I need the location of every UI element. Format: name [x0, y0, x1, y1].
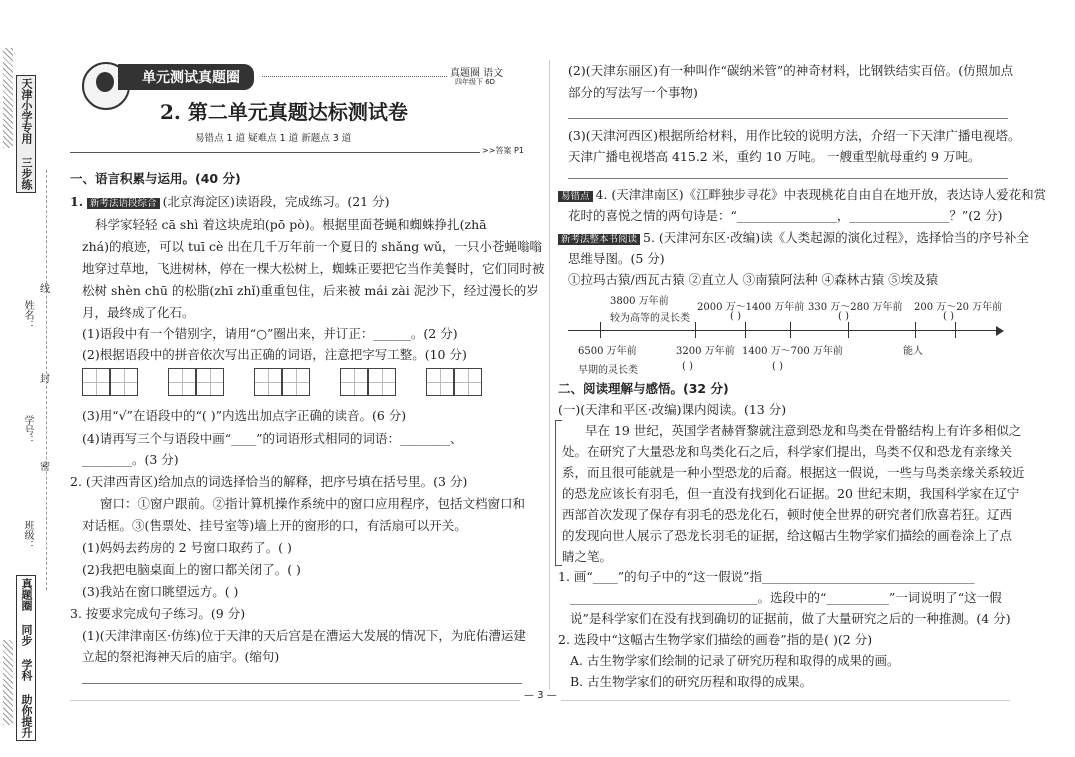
q1-sub-4b: ________。(3 分)	[82, 452, 179, 467]
header-subject: 真题圈 语文	[450, 68, 504, 79]
side-class-label: 班级：	[22, 520, 33, 550]
passage-line-7: 睛之笔。	[562, 549, 613, 564]
side-id-label: 学号：	[22, 415, 33, 445]
rq2-heading: 2. 选段中“这幅古生物学家们描绘的画卷”指的是( )(2 分)	[558, 632, 873, 647]
q1-passage-4: 松树 shèn chū 的松脂(zhī zhǐ)重重包住，后来被 mái zài 泥沙下，经过漫长的岁	[82, 283, 539, 298]
tl-paren-4[interactable]: ( )	[682, 361, 693, 372]
tl-label-homo-habilis: 能人	[903, 346, 923, 357]
answer-line[interactable]	[568, 178, 1008, 179]
q2-sub-1: (1)妈妈去药房的 2 号窗口取药了。( )	[82, 540, 292, 555]
q2-sub-3: (3)我站在窗口眺望远方。( )	[82, 584, 239, 599]
passage-bracket	[555, 420, 562, 566]
rq1-line-3: 说”是科学家们在没有找到确切的证据前，做了大量研究之后的一种推测。(4 分)	[570, 611, 1011, 626]
rq2-option-a[interactable]: A. 古生物学家们绘制的记录了研究历程和取得的成果的画。	[570, 653, 900, 668]
rq1-line-1: 1. 画“____”的句子中的“这一假说”指__________________________________	[558, 569, 975, 584]
tl-tick	[600, 322, 601, 338]
q5-text: 5. (天津河东区·改编)读《人类起源的演化过程》，选择恰当的序号补全	[643, 230, 1029, 245]
grid-box[interactable]	[454, 368, 482, 396]
tl-label-early-primates: 早期的灵长类	[578, 365, 638, 376]
q1-tag: 新考法语段综合	[87, 198, 160, 209]
q3-sub-1b: 立起的祭祀海神天后的庙宇。(缩句)	[82, 649, 280, 664]
tl-paren-5[interactable]: ( )	[772, 361, 783, 372]
q1-sub-2: (2)根据语段中的拼音依次写出正确的词语，注意把字写工整。(10 分)	[82, 347, 467, 362]
q3-sub-2a: (2)(天津东丽区)有一种叫作“碳纳米管”的神奇材料，比钢铁结实百倍。(仿照加点	[568, 63, 1014, 78]
section-2-title: 二、阅读理解与感悟。(32 分)	[558, 381, 729, 396]
q1-heading: 1. 新考法语段综合 (北京海淀区)读语段，完成练习。(21 分)	[70, 194, 390, 209]
grid-box[interactable]	[196, 368, 224, 396]
q5-line-2: 思维导图。(5 分)	[568, 251, 665, 266]
q4-line-2: 花时的喜悦之情的两句诗是：“________________，________________？”(2 分)	[568, 208, 1003, 223]
side-hatch-top	[3, 48, 13, 148]
q3-sub-3a: (3)(天津河西区)根据所给材料，用作比较的说明方法，介绍一下天津广播电视塔。	[568, 128, 1021, 143]
grid-box[interactable]	[82, 368, 110, 396]
header-dotted-rule	[262, 76, 447, 77]
grid-box[interactable]	[282, 368, 310, 396]
answer-line[interactable]	[568, 118, 1008, 119]
tl-paren-1[interactable]: ( )	[730, 311, 741, 322]
tl-tick	[695, 322, 696, 338]
q1-passage-5: 月，最终成了化石。	[82, 305, 195, 320]
tl-label-3800: 3800 万年前	[610, 296, 669, 307]
answer-line[interactable]	[82, 683, 522, 684]
grid-box[interactable]	[168, 368, 196, 396]
q1-sub-3: (3)用“√”在语段中的“( )”内选出加点字正确的读音。(6 分)	[82, 408, 407, 423]
tl-tick	[955, 322, 956, 338]
grid-box[interactable]	[368, 368, 396, 396]
q5-heading	[558, 229, 1029, 248]
timeline-arrow-icon	[996, 326, 1004, 336]
q1-sub-1: (1)语段中有一个错别字，请用“○”圈出来，并订正：______。(2 分)	[82, 326, 458, 341]
q3-sub-2b: 部分的写法写一个事物)	[568, 85, 698, 100]
page-number: — 3 —	[520, 690, 561, 701]
passage-line-4: 的恐龙应该长有羽毛，但一直没有找到化石证据。20 世纪末期，我国科学家在辽宁	[562, 486, 1020, 501]
section-1-title: 一、语言积累与运用。(40 分)	[70, 171, 241, 186]
side-name-label: 姓名：	[22, 300, 33, 330]
grid-box[interactable]	[254, 368, 282, 396]
header-banner: 单元测试真题圈	[118, 64, 254, 90]
q1-passage-2: zhá)的痕迹，可以 tuī cè 出在几千万年前一个夏日的 shǎng wǔ，一只小苍蝇嗡嗡	[82, 239, 543, 254]
answer-ref: >>答案 P1	[482, 146, 524, 155]
tl-label-1400: 1400 万～700 万年前	[742, 346, 843, 357]
q4-text: 4. (天津津南区)《江畔独步寻花》中表现桃花自由自在地开放，表达诗人爱花和赏	[595, 187, 1047, 202]
q1-passage-1: 科学家轻轻 cā shì 着这块虎珀(pō pò)。根据里面苍蝇和蜘蛛挣扎(zhā	[95, 217, 487, 232]
passage-line-6: 的发现向世人展示了恐龙长羽毛的证据，给这幅古生物学家们描绘的画卷涂上了点	[562, 528, 1013, 543]
tl-tick	[848, 322, 849, 338]
logo-face-icon	[96, 72, 114, 92]
passage-line-3: 系，而且很可能就是一种小型恐龙的后裔。根据这一假说，一些与鸟类亲缘关系较近	[562, 465, 1025, 480]
tl-label-6500: 6500 万年前	[578, 346, 637, 357]
tl-label-3200: 3200 万年前	[676, 346, 735, 357]
page-title: 2. 第二单元真题达标测试卷	[160, 100, 408, 124]
tl-paren-3[interactable]: ( )	[943, 311, 954, 322]
q1-sub-4a: (4)请再写三个与语段中画“____”的词语形式相同的词语：________、	[82, 431, 463, 446]
tl-tick	[745, 322, 746, 338]
q1-passage-3: 地穿过草地，飞进树林，停在一棵大松树上，蜘蛛正要把它当作美餐时，它们同时被	[82, 261, 545, 276]
q5-options: ①拉玛古猿/西瓦古猿 ②直立人 ③南猿阿法种 ④森林古猿 ⑤埃及猿	[568, 272, 939, 287]
reading-1-heading: (一)(天津和平区·改编)课内阅读。(13 分)	[558, 402, 787, 417]
grid-box[interactable]	[426, 368, 454, 396]
q5-tag: 新考法整本书阅读	[558, 234, 640, 245]
tl-label-200: 200 万～20 万年前	[914, 302, 1003, 313]
q3-sub-1a: (1)(天津津南区·仿练)位于天津的天后宫是在漕运大发展的情况下，为庇佑漕运建	[82, 628, 526, 643]
side-seal-3: 密	[40, 462, 50, 473]
q1-text: (北京海淀区)读语段，完成练习。(21 分)	[162, 194, 390, 209]
rq2-option-b[interactable]: B. 古生物学家们的研究历程和取得的成果。	[570, 674, 813, 689]
q3-sub-3b: 天津广播电视塔高 415.2 米，重约 10 万吨。 一艘重型航母重约 9 万吨。	[568, 149, 981, 164]
q4-heading	[558, 186, 1046, 205]
tl-tick	[915, 322, 916, 338]
passage-line-1: 早在 19 世纪，英国学者赫胥黎就注意到恐龙和鸟类在骨骼结构上有许多相似之	[585, 423, 1022, 438]
side-hatch-bottom	[3, 640, 13, 725]
header-rule	[70, 152, 480, 153]
rq1-line-2: ______________________________。选段中的“__________”一词说明了“这一假	[570, 590, 1002, 605]
timeline-axis	[568, 330, 998, 331]
side-bottom-tab: 真题圈 同步 学科 助你提升	[16, 575, 36, 741]
side-top-tab: 天津小学专用 三步练	[16, 75, 36, 193]
tl-label-higher-primates: 较为高等的灵长类	[610, 313, 690, 324]
grid-box[interactable]	[340, 368, 368, 396]
tl-paren-2[interactable]: ( )	[838, 311, 849, 322]
q2-def-2: 对话框。③(售票处、挂号室等)墙上开的窗形的口，有活扇可以开关。	[82, 518, 467, 533]
q3-heading: 3. 按要求完成句子练习。(9 分)	[70, 606, 246, 621]
tl-tick	[790, 322, 791, 338]
column-divider	[549, 60, 550, 700]
passage-line-2: 处。在研究了大量恐龙和鸟类化石之后，科学家们提出，鸟类不仅和恐龙有亲缘关	[562, 444, 1013, 459]
side-seal-2: 封	[40, 374, 50, 385]
q4-tag: 易错点	[558, 191, 593, 202]
tl-label-330: 330 万～280 万年前	[808, 302, 903, 313]
grid-box[interactable]	[110, 368, 138, 396]
q2-def-1: 窗口：①窗户跟前。②指计算机操作系统中的窗口应用程序，包括文档窗口和	[100, 496, 526, 511]
side-seal-1: 线	[40, 284, 50, 295]
q2-heading: 2. (天津西青区)给加点的词选择恰当的解释，把序号填在括号里。(3 分)	[70, 474, 468, 489]
header-stats: 易错点 1 道 疑难点 1 道 新题点 3 道	[195, 133, 352, 144]
side-strip	[0, 0, 52, 757]
tl-label-2000: 2000 万～1400 万年前	[697, 302, 805, 313]
passage-line-5: 西部首次发现了保存有羽毛的恐龙化石，顿时使全世界的研究者们欣喜若狂。辽西	[562, 507, 1013, 522]
header-grade: 四年级下 6D	[455, 78, 496, 86]
q2-sub-2: (2)我把电脑桌面上的窗口都关闭了。( )	[82, 562, 301, 577]
